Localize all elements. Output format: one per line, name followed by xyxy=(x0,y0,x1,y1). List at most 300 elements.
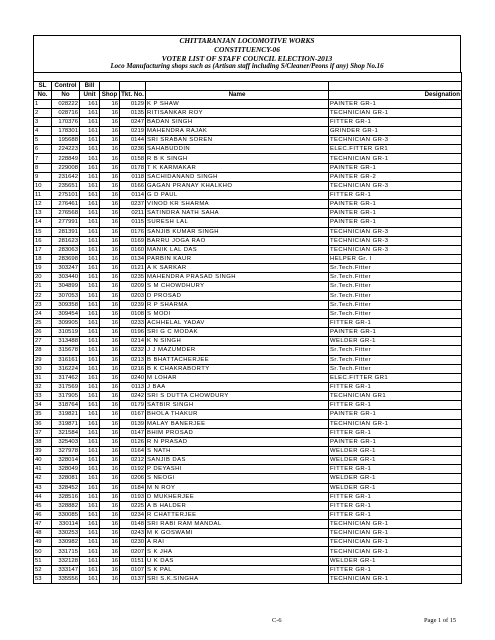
cell-designation: TECHNICIAN GR-1 xyxy=(329,574,462,583)
cell-bill-unit: 161 xyxy=(80,117,100,126)
cell-control-no: 330982 xyxy=(52,538,80,547)
cell-control-no: 170376 xyxy=(52,117,80,126)
cell-tkt-no: 0129 xyxy=(120,99,146,108)
table-row xyxy=(34,145,462,154)
table-row xyxy=(34,373,462,382)
cell-tkt-no: 0239 xyxy=(120,300,146,309)
cell-sl-no: 28 xyxy=(34,346,52,355)
cell-tkt-no: 0158 xyxy=(120,154,146,163)
cell-sl-no: 5 xyxy=(34,136,52,145)
cell-control-no: 281623 xyxy=(52,236,80,245)
cell-name: BARRU JOGA RAO xyxy=(146,236,329,245)
table-row xyxy=(34,99,462,108)
cell-control-no: 316161 xyxy=(52,355,80,364)
cell-tkt-no: 0214 xyxy=(120,337,146,346)
cell-bill-unit: 161 xyxy=(80,373,100,382)
cell-shop: 16 xyxy=(100,565,120,574)
cell-designation: PAINTER GR-1 xyxy=(329,163,462,172)
table-row xyxy=(34,419,462,428)
cell-name: R CHATTERJEE xyxy=(146,510,329,519)
cell-name: S K PAL xyxy=(146,565,329,574)
cell-tkt-no: 0134 xyxy=(120,254,146,263)
cell-shop: 16 xyxy=(100,227,120,236)
cell-sl-no: 8 xyxy=(34,163,52,172)
cell-sl-no: 21 xyxy=(34,282,52,291)
cell-sl-no: 1 xyxy=(34,99,52,108)
cell-name: S NEOGI xyxy=(146,474,329,483)
election-title: VOTER LIST OF STAFF COUNCIL ELECTION-2013 xyxy=(161,54,333,63)
table-row xyxy=(34,501,462,510)
cell-tkt-no: 0211 xyxy=(120,209,146,218)
table-row xyxy=(34,382,462,391)
cell-name: A RAI xyxy=(146,538,329,547)
cell-designation: Sr.Tech.Fitter xyxy=(329,291,462,300)
cell-bill-unit: 161 xyxy=(80,556,100,565)
cell-sl-no: 27 xyxy=(34,337,52,346)
table-row xyxy=(34,364,462,373)
cell-designation: TECHNICIAN GR-1 xyxy=(329,538,462,547)
cell-shop: 16 xyxy=(100,410,120,419)
cell-control-no: 235651 xyxy=(52,181,80,190)
table-row xyxy=(34,328,462,337)
cell-designation: Sr.Tech.Fitter xyxy=(329,264,462,273)
cell-name: SRI S DUTTA CHOWDURY xyxy=(146,392,329,401)
cell-bill-unit: 161 xyxy=(80,410,100,419)
cell-name: BHOLA THAKUR xyxy=(146,410,329,419)
cell-sl-no: 45 xyxy=(34,501,52,510)
cell-name: K P SHAW xyxy=(146,99,329,108)
cell-name: SATINDRA NATH SAHA xyxy=(146,209,329,218)
cell-sl-no: 11 xyxy=(34,191,52,200)
cell-designation: ELEC.FITTER GR1 xyxy=(329,145,462,154)
cell-sl-no: 12 xyxy=(34,200,52,209)
cell-control-no: 330085 xyxy=(52,510,80,519)
cell-shop: 16 xyxy=(100,474,120,483)
cell-sl-no: 24 xyxy=(34,309,52,318)
cell-bill-unit: 161 xyxy=(80,401,100,410)
table-row xyxy=(34,401,462,410)
cell-bill-unit: 161 xyxy=(80,264,100,273)
cell-tkt-no: 0232 xyxy=(120,346,146,355)
cell-name: S M CHOWDHURY xyxy=(146,282,329,291)
cell-bill-unit: 161 xyxy=(80,355,100,364)
table-row xyxy=(34,483,462,492)
cell-sl-no: 20 xyxy=(34,273,52,282)
cell-control-no: 304899 xyxy=(52,282,80,291)
cell-bill-unit: 161 xyxy=(80,318,100,327)
cell-designation: WELDER GR-1 xyxy=(329,456,462,465)
cell-designation: FITTER GR-1 xyxy=(329,492,462,501)
cell-name: R P SHARMA xyxy=(146,300,329,309)
cell-designation: TECHNICIAN GR-1 xyxy=(329,154,462,163)
cell-designation: TECHNICIAN GR-3 xyxy=(329,245,462,254)
cell-bill-unit: 161 xyxy=(80,456,100,465)
cell-control-no: 327978 xyxy=(52,446,80,455)
cell-bill-unit: 161 xyxy=(80,136,100,145)
cell-designation: WELDER GR-1 xyxy=(329,446,462,455)
cell-designation: FITTER GR-1 xyxy=(329,501,462,510)
cell-designation: GRINDER GR-1 xyxy=(329,127,462,136)
cell-tkt-no: 0203 xyxy=(120,291,146,300)
table-row xyxy=(34,127,462,136)
cell-designation: PAINTER GR-1 xyxy=(329,99,462,108)
cell-name: ACHHELAL YADAV xyxy=(146,318,329,327)
cell-name: S NATH xyxy=(146,446,329,455)
table-row xyxy=(34,465,462,474)
cell-shop: 16 xyxy=(100,145,120,154)
col-bill-top: Bill xyxy=(80,81,100,90)
cell-sl-no: 10 xyxy=(34,181,52,190)
cell-sl-no: 25 xyxy=(34,318,52,327)
cell-tkt-no: 0178 xyxy=(120,163,146,172)
table-row xyxy=(34,437,462,446)
cell-bill-unit: 161 xyxy=(80,465,100,474)
cell-shop: 16 xyxy=(100,309,120,318)
table-row xyxy=(34,108,462,117)
table-row xyxy=(34,209,462,218)
cell-sl-no: 50 xyxy=(34,547,52,556)
cell-tkt-no: 0115 xyxy=(120,218,146,227)
cell-shop: 16 xyxy=(100,200,120,209)
cell-name: U K DAS xyxy=(146,556,329,565)
cell-shop: 16 xyxy=(100,419,120,428)
cell-designation: TECHNICIAN GR-1 xyxy=(329,108,462,117)
cell-shop: 16 xyxy=(100,273,120,282)
table-row xyxy=(34,510,462,519)
col-control-bottom: No xyxy=(52,90,80,99)
cell-bill-unit: 161 xyxy=(80,346,100,355)
cell-tkt-no: 0167 xyxy=(120,410,146,419)
cell-sl-no: 15 xyxy=(34,227,52,236)
cell-bill-unit: 161 xyxy=(80,520,100,529)
cell-bill-unit: 161 xyxy=(80,428,100,437)
col-shop: Shop xyxy=(100,90,120,99)
cell-bill-unit: 161 xyxy=(80,236,100,245)
cell-tkt-no: 0121 xyxy=(120,264,146,273)
cell-bill-unit: 161 xyxy=(80,501,100,510)
cell-designation: TECHNICIAN GR-1 xyxy=(329,520,462,529)
header-spacer-row xyxy=(34,72,462,81)
cell-shop: 16 xyxy=(100,492,120,501)
cell-bill-unit: 161 xyxy=(80,108,100,117)
col-tkt: Tkt. No. xyxy=(121,90,144,98)
cell-tkt-no: 0176 xyxy=(120,227,146,236)
cell-designation: ELEC.FITTER GR1 xyxy=(329,373,462,382)
cell-shop: 16 xyxy=(100,364,120,373)
constituency-title: CONSTITUENCY-06 xyxy=(214,45,280,54)
cell-tkt-no: 0147 xyxy=(120,428,146,437)
cell-bill-unit: 161 xyxy=(80,446,100,455)
cell-shop: 16 xyxy=(100,547,120,556)
cell-designation: Sr.Tech.Fitter xyxy=(329,364,462,373)
cell-shop: 16 xyxy=(100,245,120,254)
cell-designation: FITTER GR-1 xyxy=(329,191,462,200)
cell-name: M LOHAR xyxy=(146,373,329,382)
table-row xyxy=(34,318,462,327)
table-row xyxy=(34,181,462,190)
cell-control-no: 321584 xyxy=(52,428,80,437)
table-row xyxy=(34,117,462,126)
table-row xyxy=(34,392,462,401)
cell-bill-unit: 161 xyxy=(80,392,100,401)
cell-shop: 16 xyxy=(100,209,120,218)
cell-shop: 16 xyxy=(100,191,120,200)
column-header-row-bottom xyxy=(34,90,462,99)
cell-shop: 16 xyxy=(100,574,120,583)
cell-designation: TECHNICIAN GR1 xyxy=(329,392,462,401)
cell-control-no: 195688 xyxy=(52,136,80,145)
document-header xyxy=(33,35,461,72)
table-row xyxy=(34,337,462,346)
cell-name: BADAN SINGH xyxy=(146,117,329,126)
cell-shop: 16 xyxy=(100,437,120,446)
cell-name: K N SINGH xyxy=(146,337,329,346)
cell-name: J J MAZUMDER xyxy=(146,346,329,355)
cell-designation: Sr.Tech.Fitter xyxy=(329,300,462,309)
cell-control-no: 330114 xyxy=(52,520,80,529)
cell-bill-unit: 161 xyxy=(80,510,100,519)
cell-bill-unit: 161 xyxy=(80,127,100,136)
cell-control-no: 276568 xyxy=(52,209,80,218)
cell-designation: FITTER GR-1 xyxy=(329,428,462,437)
cell-name: SRI G C MODAK xyxy=(146,328,329,337)
table-row xyxy=(34,346,462,355)
cell-sl-no: 4 xyxy=(34,127,52,136)
table-row xyxy=(34,218,462,227)
cell-sl-no: 23 xyxy=(34,300,52,309)
cell-name: M K GOSWAMI xyxy=(146,529,329,538)
cell-shop: 16 xyxy=(100,428,120,437)
table-row xyxy=(34,154,462,163)
cell-tkt-no: 0237 xyxy=(120,200,146,209)
cell-bill-unit: 161 xyxy=(80,200,100,209)
cell-bill-unit: 161 xyxy=(80,538,100,547)
cell-name: R N PRASAD xyxy=(146,437,329,446)
cell-designation: PAINTER GR-1 xyxy=(329,218,462,227)
cell-control-no: 028222 xyxy=(52,99,80,108)
cell-tkt-no: 0235 xyxy=(120,273,146,282)
cell-name: B BHATTACHERJEE xyxy=(146,355,329,364)
cell-tkt-no: 0242 xyxy=(120,392,146,401)
cell-bill-unit: 161 xyxy=(80,328,100,337)
cell-designation: PAINTER GR-1 xyxy=(329,328,462,337)
cell-shop: 16 xyxy=(100,254,120,263)
cell-tkt-no: 0219 xyxy=(120,127,146,136)
table-row xyxy=(34,291,462,300)
cell-tkt-no: 0179 xyxy=(120,401,146,410)
column-header-row-top xyxy=(34,81,462,90)
cell-shop: 16 xyxy=(100,291,120,300)
cell-control-no: 328882 xyxy=(52,501,80,510)
table-row xyxy=(34,556,462,565)
table-row xyxy=(34,547,462,556)
cell-bill-unit: 161 xyxy=(80,483,100,492)
cell-shop: 16 xyxy=(100,117,120,126)
table-row xyxy=(34,163,462,172)
col-sl-bottom: No. xyxy=(34,90,52,99)
cell-shop: 16 xyxy=(100,282,120,291)
cell-name: S MODI xyxy=(146,309,329,318)
cell-designation: PAINTER GR-1 xyxy=(329,209,462,218)
cell-designation: TECHNICIAN GR-3 xyxy=(329,136,462,145)
cell-shop: 16 xyxy=(100,236,120,245)
cell-bill-unit: 161 xyxy=(80,474,100,483)
cell-designation: Sr.Tech.Fitter xyxy=(329,355,462,364)
cell-bill-unit: 161 xyxy=(80,291,100,300)
cell-name: S K JHA xyxy=(146,547,329,556)
cell-shop: 16 xyxy=(100,337,120,346)
cell-sl-no: 41 xyxy=(34,465,52,474)
cell-sl-no: 53 xyxy=(34,574,52,583)
cell-bill-unit: 161 xyxy=(80,309,100,318)
cell-sl-no: 49 xyxy=(34,538,52,547)
cell-tkt-no: 0247 xyxy=(120,117,146,126)
cell-shop: 16 xyxy=(100,264,120,273)
footer-page-number: Page 1 of 15 xyxy=(424,617,457,624)
cell-tkt-no: 0240 xyxy=(120,373,146,382)
voter-rows xyxy=(34,99,462,583)
cell-sl-no: 51 xyxy=(34,556,52,565)
cell-shop: 16 xyxy=(100,501,120,510)
cell-bill-unit: 161 xyxy=(80,172,100,181)
cell-shop: 16 xyxy=(100,136,120,145)
cell-control-no: 316224 xyxy=(52,364,80,373)
cell-shop: 16 xyxy=(100,382,120,391)
table-row xyxy=(34,309,462,318)
col-sl-top: SL xyxy=(34,81,52,90)
cell-tkt-no: 0113 xyxy=(120,382,146,391)
cell-control-no: 303247 xyxy=(52,264,80,273)
cell-tkt-no: 0234 xyxy=(120,510,146,519)
cell-sl-no: 9 xyxy=(34,172,52,181)
cell-control-no: 328452 xyxy=(52,483,80,492)
cell-designation: TECHNICIAN GR-3 xyxy=(329,236,462,245)
cell-control-no: 328516 xyxy=(52,492,80,501)
cell-control-no: 307053 xyxy=(52,291,80,300)
cell-control-no: 275101 xyxy=(52,191,80,200)
cell-tkt-no: 0184 xyxy=(120,483,146,492)
cell-designation: FITTER GR-1 xyxy=(329,465,462,474)
cell-shop: 16 xyxy=(100,401,120,410)
cell-designation: PAINTER GR-2 xyxy=(329,172,462,181)
cell-name: MALAY BANERJEE xyxy=(146,419,329,428)
cell-designation: PAINTER GR-1 xyxy=(329,410,462,419)
cell-sl-no: 18 xyxy=(34,254,52,263)
cell-name: D MUKHERJEE xyxy=(146,492,329,501)
cell-tkt-no: 0206 xyxy=(120,474,146,483)
cell-sl-no: 35 xyxy=(34,410,52,419)
cell-shop: 16 xyxy=(100,465,120,474)
cell-sl-no: 47 xyxy=(34,520,52,529)
cell-name: SRI SRABAN SOREN xyxy=(146,136,329,145)
cell-shop: 16 xyxy=(100,154,120,163)
table-row xyxy=(34,538,462,547)
cell-shop: 16 xyxy=(100,127,120,136)
cell-control-no: 281391 xyxy=(52,227,80,236)
cell-bill-unit: 161 xyxy=(80,364,100,373)
cell-designation: TECHNICIAN GR-1 xyxy=(329,419,462,428)
cell-sl-no: 33 xyxy=(34,392,52,401)
table-row xyxy=(34,474,462,483)
cell-shop: 16 xyxy=(100,346,120,355)
cell-name: SATBIR SINGH xyxy=(146,401,329,410)
cell-control-no: 325403 xyxy=(52,437,80,446)
cell-shop: 16 xyxy=(100,456,120,465)
cell-control-no: 277991 xyxy=(52,218,80,227)
shop-description: Loco Manufacturing shops such as (Artisan staff including S/Cleaner/Peons if any) Shop No.16 xyxy=(110,63,384,70)
cell-designation: TECHNICIAN GR-1 xyxy=(329,529,462,538)
cell-sl-no: 22 xyxy=(34,291,52,300)
cell-sl-no: 34 xyxy=(34,401,52,410)
cell-name: P DEYASHI xyxy=(146,465,329,474)
cell-tkt-no: 0169 xyxy=(120,236,146,245)
cell-sl-no: 42 xyxy=(34,474,52,483)
cell-control-no: 283063 xyxy=(52,245,80,254)
table-row xyxy=(34,520,462,529)
cell-name: SRI RABI RAM MANDAL xyxy=(146,520,329,529)
cell-sl-no: 43 xyxy=(34,483,52,492)
cell-control-no: 309905 xyxy=(52,318,80,327)
table-row xyxy=(34,200,462,209)
cell-shop: 16 xyxy=(100,529,120,538)
cell-sl-no: 2 xyxy=(34,108,52,117)
table-row xyxy=(34,227,462,236)
table-row xyxy=(34,410,462,419)
cell-control-no: 319821 xyxy=(52,410,80,419)
cell-designation: FITTER GR-1 xyxy=(329,510,462,519)
cell-bill-unit: 161 xyxy=(80,254,100,263)
cell-designation: FITTER GR-1 xyxy=(329,401,462,410)
cell-tkt-no: 0166 xyxy=(120,181,146,190)
col-name: Name xyxy=(146,90,329,99)
cell-control-no: 332128 xyxy=(52,556,80,565)
cell-designation: TECHNICIAN GR-1 xyxy=(329,547,462,556)
cell-control-no: 330253 xyxy=(52,529,80,538)
cell-control-no: 309454 xyxy=(52,309,80,318)
cell-control-no: 328014 xyxy=(52,456,80,465)
table-row xyxy=(34,529,462,538)
cell-shop: 16 xyxy=(100,483,120,492)
cell-designation: Sr.Tech.Fitter xyxy=(329,309,462,318)
cell-control-no: 178301 xyxy=(52,127,80,136)
cell-tkt-no: 0213 xyxy=(120,355,146,364)
cell-sl-no: 44 xyxy=(34,492,52,501)
cell-sl-no: 7 xyxy=(34,154,52,163)
cell-tkt-no: 0236 xyxy=(120,145,146,154)
cell-control-no: 318764 xyxy=(52,401,80,410)
col-control-top: Control xyxy=(52,81,80,90)
cell-control-no: 231642 xyxy=(52,172,80,181)
cell-sl-no: 48 xyxy=(34,529,52,538)
cell-name: RITISANKAR ROY xyxy=(146,108,329,117)
cell-control-no: 229008 xyxy=(52,163,80,172)
cell-designation: HELPER Gr. I xyxy=(329,254,462,263)
cell-bill-unit: 161 xyxy=(80,492,100,501)
cell-bill-unit: 161 xyxy=(80,163,100,172)
cell-tkt-no: 0107 xyxy=(120,565,146,574)
cell-sl-no: 3 xyxy=(34,117,52,126)
cell-tkt-no: 0144 xyxy=(120,136,146,145)
cell-shop: 16 xyxy=(100,172,120,181)
cell-sl-no: 26 xyxy=(34,328,52,337)
org-title: CHITTARANJAN LOCOMOTIVE WORKS xyxy=(179,36,315,45)
cell-designation: WELDER GR-1 xyxy=(329,483,462,492)
cell-bill-unit: 161 xyxy=(80,191,100,200)
cell-control-no: 335556 xyxy=(52,574,80,583)
cell-tkt-no: 0137 xyxy=(120,574,146,583)
cell-tkt-no: 0114 xyxy=(120,191,146,200)
cell-shop: 16 xyxy=(100,181,120,190)
